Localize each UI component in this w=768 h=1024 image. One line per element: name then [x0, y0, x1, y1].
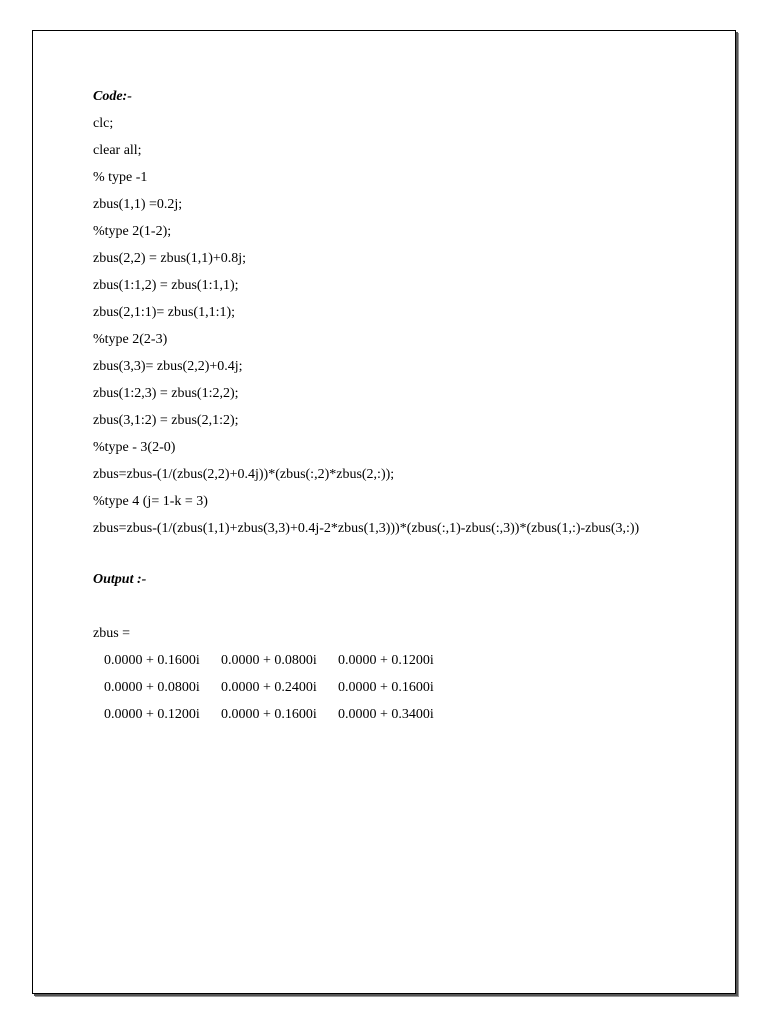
code-line: clc; — [93, 116, 114, 131]
matrix-cell: 0.0000 + 0.1600i — [338, 680, 434, 695]
matrix-cell: 0.0000 + 0.0800i — [104, 680, 200, 695]
document-content — [93, 88, 693, 733]
matrix-row — [93, 679, 693, 696]
code-line: % type -1 — [93, 170, 148, 185]
matrix-cell: 0.0000 + 0.2400i — [221, 680, 317, 695]
code-line: zbus=zbus-(1/(zbus(2,2)+0.4j))*(zbus(:,2)*zbus(2,:)); — [93, 467, 395, 482]
code-line: zbus(2,2) = zbus(1,1)+0.8j; — [93, 251, 247, 266]
code-line: zbus(3,3)= zbus(2,2)+0.4j; — [93, 359, 243, 374]
code-line: clear all; — [93, 143, 142, 158]
code-line: %type 2(1-2); — [93, 224, 172, 239]
matrix-cell: 0.0000 + 0.3400i — [338, 707, 434, 722]
code-line: zbus(1:1,2) = zbus(1:1,1); — [93, 278, 239, 293]
code-line: %type 4 (j= 1-k = 3) — [93, 494, 208, 509]
code-line: %type 2(2-3) — [93, 332, 168, 347]
code-line: %type - 3(2-0) — [93, 440, 176, 455]
code-block — [93, 115, 693, 537]
code-line: zbus=zbus-(1/(zbus(1,1)+zbus(3,3)+0.4j-2*zbus(1,3)))*(zbus(:,1)-zbus(:,3))*(zbus(1,:)-zbus(3,:)) — [93, 521, 640, 536]
code-line: zbus(2,1:1)= zbus(1,1:1); — [93, 305, 236, 320]
matrix-cell: 0.0000 + 0.1200i — [104, 707, 200, 722]
code-line: zbus(1:2,3) = zbus(1:2,2); — [93, 386, 239, 401]
code-line: zbus(3,1:2) = zbus(2,1:2); — [93, 413, 239, 428]
code-heading: Code:- — [93, 89, 132, 104]
matrix-row — [93, 706, 693, 723]
matrix-row — [93, 652, 693, 669]
matrix-cell: 0.0000 + 0.1200i — [338, 653, 434, 668]
output-label: zbus = — [93, 626, 131, 641]
code-line: zbus(1,1) =0.2j; — [93, 197, 183, 212]
output-heading: Output :- — [93, 572, 147, 587]
output-matrix — [93, 652, 693, 723]
matrix-cell: 0.0000 + 0.1600i — [221, 707, 317, 722]
matrix-cell: 0.0000 + 0.0800i — [221, 653, 317, 668]
matrix-cell: 0.0000 + 0.1600i — [104, 653, 200, 668]
